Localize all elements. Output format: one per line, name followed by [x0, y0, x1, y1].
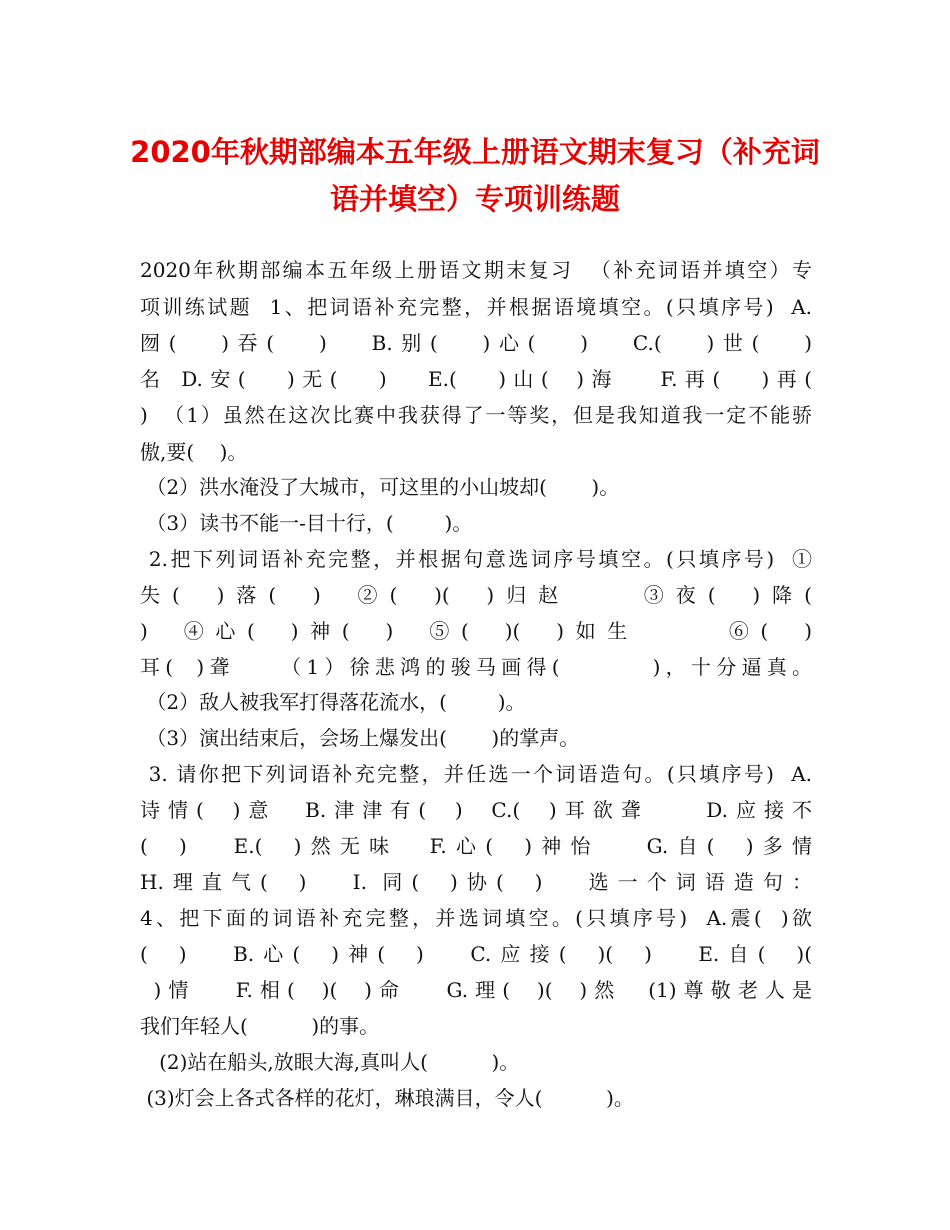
- text-line: 傲,要( )。: [140, 440, 248, 464]
- text-line: （3）演出结束后，会场上爆发出( )的掌声。: [140, 726, 580, 750]
- document-title-line-2: 语并填空）专项训练题: [329, 182, 620, 216]
- text-line: 2.把下列词语补充完整，并根据句意选词序号填空。(只填序号) ①: [140, 547, 812, 571]
- text-line: )情 F.相( )( )命 G.理( )( )然 (1)尊敬老人是: [140, 978, 812, 1002]
- text-line: (3)灯会上各式各样的花灯，琳琅满目，令人( )。: [140, 1086, 634, 1110]
- text-line: (2)站在船头,放眼大海,真叫人( )。: [140, 1050, 520, 1074]
- text-line: 项训练试题 1、把词语补充完整，并根据语境填空。(只填序号) A.: [140, 295, 812, 319]
- document-title-line-1: 2020年秋期部编本五年级上册语文期末复习（补充词: [130, 135, 820, 169]
- text-line: 失( )落( ) ②( )( )归赵 ③夜( )降(: [140, 583, 812, 607]
- text-line: ( ) E.( )然无味 F.心( )神怡 G.自( )多情: [140, 834, 812, 858]
- text-line: 我们年轻人( )的事。: [140, 1014, 380, 1038]
- text-line: 囫( )吞( ) B.别( )心( ) C.( )世( ): [140, 331, 812, 355]
- text-line: ) （1）虽然在这次比赛中我获得了一等奖，但是我知道我一定不能骄: [140, 403, 812, 427]
- text-line: 3. 请你把下列词语补充完整，并任选一个词语造句。(只填序号) A.: [140, 762, 812, 786]
- text-line: （3）读书不能一-目十行，( )。: [140, 511, 473, 535]
- text-line: （2）洪水淹没了大城市，可这里的小山坡却( )。: [140, 475, 620, 499]
- text-line: （2）敌人被我军打得落花流水，( )。: [140, 690, 526, 714]
- text-line: H.理直气( ) I. 同( )协( ) 选一个词语造句：: [140, 870, 812, 894]
- text-line: 耳( )聋 （1）徐悲鸿的骏马画得( )，十分逼真。: [140, 655, 812, 679]
- text-line: 4、把下面的词语补充完整，并选词填空。(只填序号) A.震( )欲: [140, 906, 812, 930]
- text-line: ( ) B.心( )神( ) C.应接( )( ) E.自( )(: [140, 942, 812, 966]
- text-line: 名 D.安( )无( ) E.( )山( )海 F.再( )再(: [140, 367, 812, 391]
- text-line: 诗情( )意 B.津津有( ) C.( )耳欲聋 D.应接不: [140, 798, 812, 822]
- text-line: 2020年秋期部编本五年级上册语文期末复习 （补充词语并填空）专: [140, 258, 812, 282]
- text-line: ) ④心( )神( ) ⑤( )( )如生 ⑥( ): [140, 619, 812, 643]
